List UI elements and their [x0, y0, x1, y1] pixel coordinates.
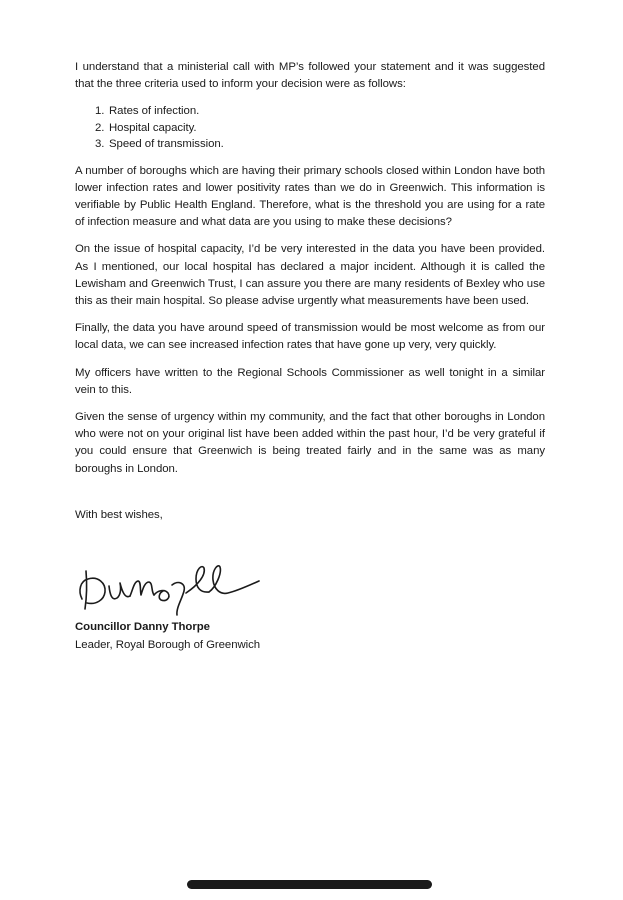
criteria-text: Rates of infection.: [109, 105, 200, 118]
criteria-item: [75, 136, 545, 152]
criteria-list: [75, 103, 545, 152]
criteria-text: Speed of transmission.: [109, 138, 224, 151]
criteria-text: Hospital capacity.: [109, 121, 197, 134]
signatory-title: Leader, Royal Borough of Greenwich: [75, 638, 261, 651]
hospital-paragraph: On the issue of hospital capacity, I’d be very interested in the data you have been provided. As I mentioned, our local hospital has declared a major incident. Although it is called the Lewisham and Greenwich Trust, I can assure you there are many residents of Bexley who use this as their main hospital. So please advise urgently what measurements have been used.: [75, 243, 545, 308]
criteria-number: 2.: [95, 121, 105, 134]
criteria-item: [75, 120, 545, 136]
urgency-paragraph: Given the sense of urgency within my community, and the fact that other boroughs in London who were not on your original list have been added within the past hour, I’d be very grateful if you could ensure that Greenwich is being treated fairly and in the same was as many boroughs in London.: [75, 411, 545, 475]
criteria-number: 1.: [95, 105, 105, 118]
intro-paragraph: I understand that a ministerial call with MP’s followed your statement and it was suggested that the three criteria used to inform your decision were as follows:: [75, 61, 545, 91]
criteria-item: [75, 103, 545, 119]
criteria-number: 3.: [95, 138, 105, 151]
infection-paragraph: A number of boroughs which are having their primary schools closed within London have both lower infection rates and lower positivity rates than we do in Greenwich. This information is verifiable by Public Health England. Therefore, what is the threshold you are using for a rate of infection measure and what data are you using to make these decisions?: [75, 164, 545, 229]
letter-body: [75, 59, 545, 654]
signoff: With best wishes,: [75, 508, 163, 521]
transmission-paragraph: Finally, the data you have around speed of transmission would be most welcome as from our local data, we can see increased infection rates that have gone up very, very quickly.: [75, 322, 545, 352]
signatory-name: Councillor Danny Thorpe: [75, 621, 210, 634]
officers-paragraph: My officers have written to the Regional Schools Commissioner as well tonight in a similar vein to this.: [75, 366, 545, 396]
home-indicator-bar[interactable]: [187, 880, 432, 889]
handwritten-signature: [72, 553, 272, 617]
